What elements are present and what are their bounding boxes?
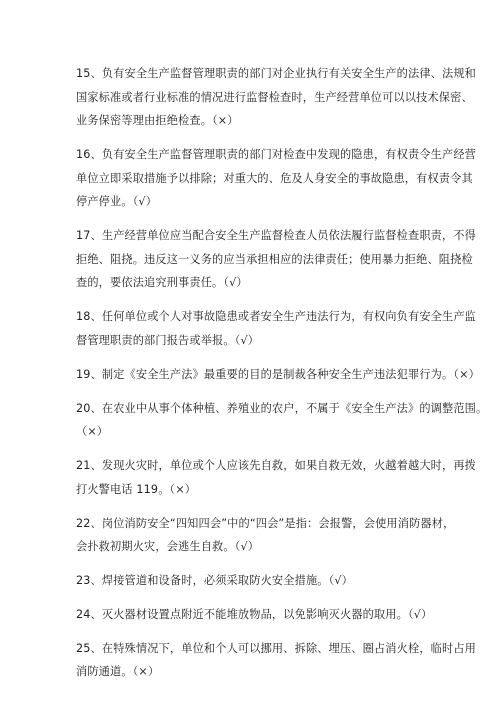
question-line: （×） [76, 425, 109, 439]
question-line: 拒绝、阻挠。违反这一义务的应当承担相应的法律责任；使用暴力拒绝、阻挠检 [76, 252, 473, 266]
question-item [76, 603, 442, 627]
question-item [76, 454, 477, 501]
question-line: 17、生产经营单位应当配合安全生产监督检查人员依法履行监督检查职责，不得 [76, 229, 477, 243]
question-line: 单位立即采取措施予以排除；对重大的、危及人身安全的事故隐患，有权责令其 [76, 171, 473, 185]
question-line: 16、负有安全生产监督管理职责的部门对检查中发现的隐患，有权责令生产经营 [76, 148, 477, 162]
question-line: 24、灭火器材设置点附近不能堆放物品，以免影响灭火器的取用。（√） [76, 607, 433, 621]
question-item [76, 62, 477, 133]
question-line: 20、在农业中从事个体种植、养殖业的农户，不属于《安全生产法》的调整范围。 [76, 401, 488, 415]
question-item [76, 569, 442, 593]
question-line: 打火警电话 119。（×） [76, 482, 197, 496]
question-line: 18、任何单位或个人对事故隐患或者安全生产违法行为，有权向负有安全生产监 [76, 310, 477, 324]
question-list [76, 62, 488, 684]
question-item [76, 397, 488, 444]
question-item [76, 512, 455, 559]
question-line: 会扑救初期火灾，会逃生自救。（√） [76, 540, 260, 554]
question-line: 督管理职责的部门报告或举报。（√） [76, 333, 260, 347]
question-line: 25、在特殊情况下，单位和个人可以挪用、拆除、埋压、圈占消火栓，临时占用 [76, 641, 477, 655]
question-line: 消防通道。（×） [76, 665, 160, 679]
question-line: 国家标准或者行业标准的情况进行监督检查时，生产经营单位可以以技术保密、 [76, 90, 473, 104]
question-line: 查的，要依法追究刑事责任。（√） [76, 276, 248, 290]
question-line: 21、发现火灾时，单位或个人应该先自救，如果自救无效，火越着越大时，再拨 [76, 459, 477, 473]
question-item [76, 143, 477, 214]
question-item [76, 363, 480, 387]
question-line: 23、焊接管道和设备时，必须采取防火安全措施。（√） [76, 574, 353, 588]
question-line: 22、岗位消防安全“四知四会”中的“四会”是指：会报警，会使用消防器材， [76, 516, 455, 530]
question-line: 15、负有安全生产监督管理职责的部门对企业执行有关安全生产的法律、法规和 [76, 67, 477, 80]
question-line: 业务保密等理由拒绝检查。（×） [76, 114, 239, 128]
question-line: 停产停业。（√） [76, 195, 158, 209]
question-line: 19、制定《安全生产法》最重要的目的是制裁各种安全生产违法犯罪行为。（×） [76, 367, 480, 381]
question-item [76, 637, 477, 684]
question-item [76, 305, 477, 352]
question-item [76, 224, 477, 295]
